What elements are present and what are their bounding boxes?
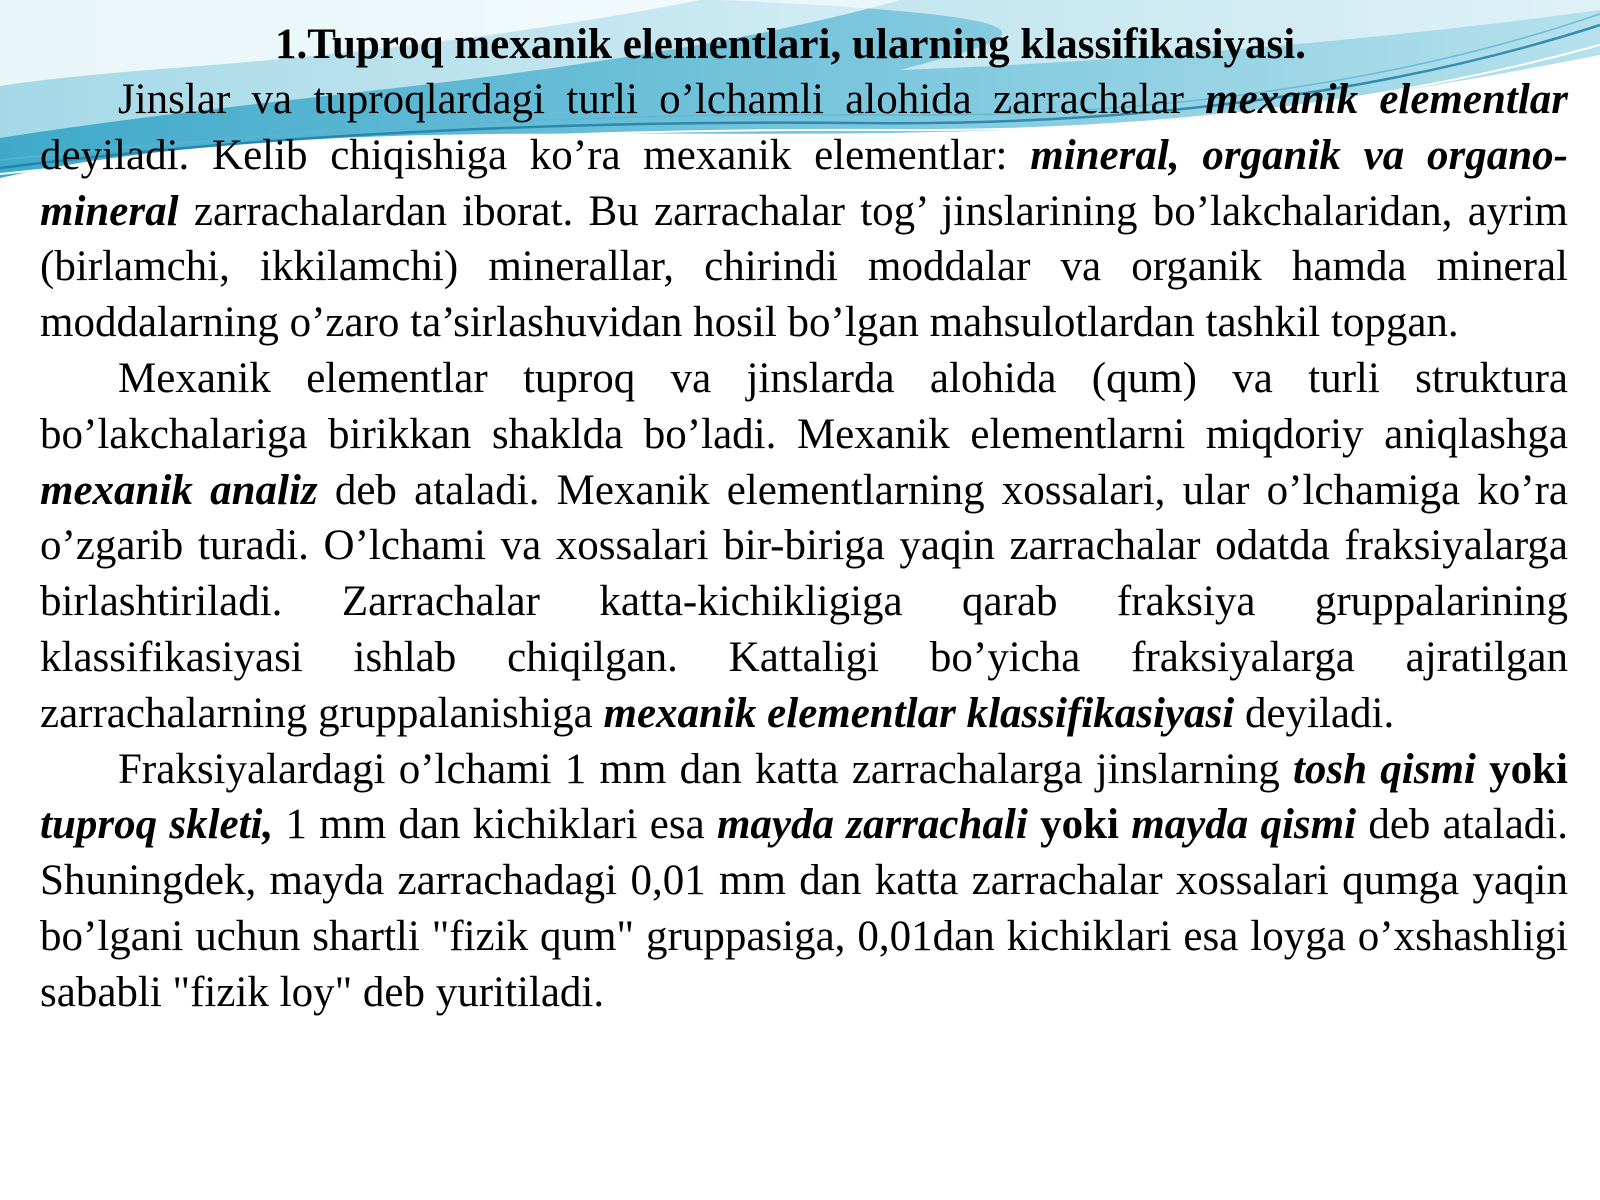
text-run: zarrachalardan iborat. Bu zarrachalar tog’ jinslarining bo’lakchalaridan, ayrim (birlamchi, ikkilamchi) minerallar, chirindi moddalar va organik hamda mineral moddalarning o’zaro ta’sirlashuvidan hosil bo’lgan mahsulotlardan tashkil topgan.: [40, 187, 1568, 347]
term-tosh-qismi: tosh qismi: [1292, 745, 1476, 793]
slide-body: [40, 18, 1568, 1021]
term-mayda-zarrachali: mayda zarrachali: [716, 801, 1028, 849]
paragraph-3: [40, 742, 1568, 1021]
text-run-bold: yoki: [1475, 745, 1568, 793]
text-run: Mexanik elementlar tuproq va jinslarda alohida (qum) va turli struktura bo’lakchalariga birikkan shaklda bo’ladi. Mexanik elementlarni miqdoriy aniqlashga: [40, 354, 1568, 458]
text-run: deb ataladi. Mexanik elementlarning xossalari, ular o’lchamiga ko’ra o’zgarib turadi. O’lchami va xossalari bir-biriga yaqin zarrachalar odatda fraksiyalarga birlashtiriladi. Zarrachalar katta-kichikligiga qarab fraksiya gruppalarining klassifikasiyasi ishlab chiqilgan. Kattaligi bo’yicha fraksiyalarga ajratilgan zarrachalarning gruppalanishiga: [40, 466, 1568, 737]
text-run: deyiladi.: [1234, 689, 1395, 737]
paragraph-1: [40, 72, 1568, 351]
paragraph-2: [40, 351, 1568, 742]
text-run: deyiladi. Kelib chiqishiga ko’ra mexanik elementlar:: [40, 131, 1031, 179]
text-run: deb ataladi. Shuningdek, mayda zarrachadagi 0,01 mm dan katta zarrachalar xossalari qumga yaqin bo’lgani uchun shartli "fizik qum" gruppasiga, 0,01dan kichiklari esa loyga o’xshashligi sababli "fizik loy" deb yuritiladi.: [40, 801, 1568, 1016]
text-run-bold: yoki: [1027, 801, 1132, 849]
term-mexanik-elementlar-klassifikasiyasi: mexanik elementlar klassifikasiyasi: [603, 689, 1235, 737]
term-mexanik-elementlar: mexanik elementlar: [1205, 76, 1569, 123]
term-mineral-organik: mineral, organik va organo-mineral: [40, 131, 1568, 235]
term-mayda-qismi: mayda qismi: [1131, 801, 1357, 849]
term-mexanik-analiz: mexanik analiz: [40, 466, 318, 514]
text-run: Jinslar va tuproqlardagi turli o’lchamli alohida zarrachalar: [118, 76, 1206, 123]
slide-title: 1.Tuproq mexanik elementlari, ularning klassifikasiyasi.: [275, 21, 1306, 68]
term-tuproq-skleti: tuproq skleti,: [40, 801, 274, 849]
text-run: Fraksiyalardagi o’lchami 1 mm dan katta zarrachalarga jinslarning: [118, 745, 1293, 793]
text-run: 1 mm dan kichiklari esa: [273, 801, 717, 849]
